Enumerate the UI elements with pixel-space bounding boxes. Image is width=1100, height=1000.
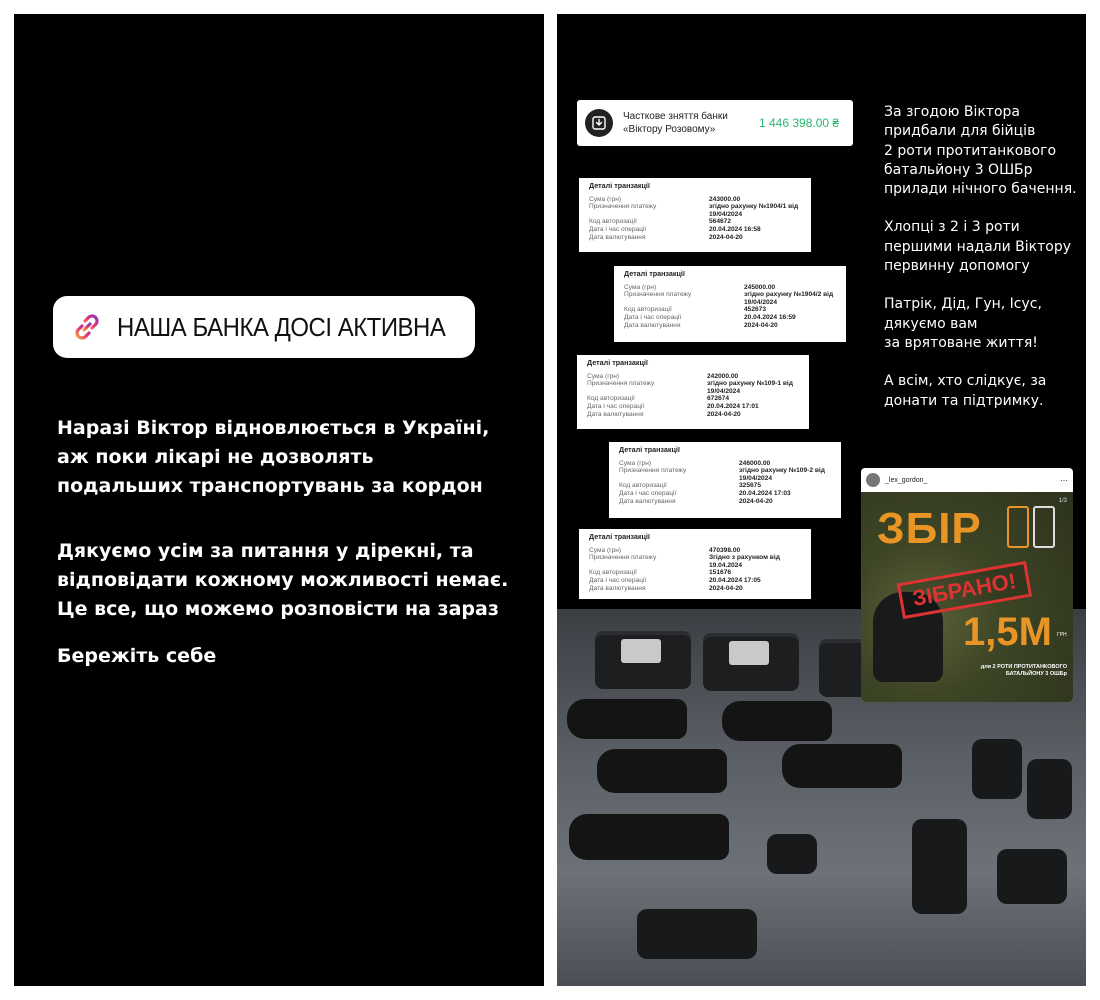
withdrawal-amount: 1 446 398.00 ₴ [759, 116, 840, 130]
transaction-details-card [614, 266, 846, 342]
field-value: 20.04.2024 17:05 [709, 576, 761, 584]
collected-stamp: ЗІБРАНО! [897, 561, 1032, 619]
post-header [861, 468, 1073, 492]
poster-caption: для 2 РОТИ ПРОТИТАНКОВОГО БАТАЛЬЙОНУ 3 ОШБр [980, 664, 1067, 677]
text-line: первинну допомогу [884, 258, 1030, 275]
transaction-row [589, 585, 801, 593]
field-value: 2024-04-20 [707, 410, 741, 418]
caption-paragraph [884, 372, 1084, 411]
transaction-row [589, 218, 801, 226]
text-line: За згодою Віктора [884, 104, 1020, 120]
transaction-row [589, 203, 801, 218]
transaction-row [589, 554, 801, 569]
field-value: згідно рахунку №1904/2 від 19/04/2024 [744, 291, 834, 306]
text-line: придбали для бійців [884, 123, 1036, 140]
text-line: за врятоване життя! [884, 334, 1038, 351]
field-label: Призначення платежу [589, 203, 657, 211]
field-value: 20.04.2024 16:58 [709, 225, 761, 233]
field-value: 242000.00 [707, 372, 739, 380]
donation-link-sticker[interactable] [53, 296, 475, 358]
helmet-mount [767, 834, 817, 874]
helmet-mount [637, 909, 757, 959]
field-value: згідно рахунку №1904/1 від 19/04/2024 [709, 203, 799, 218]
bank-withdrawal-card [577, 100, 853, 146]
recovery-paragraph [57, 414, 489, 501]
transaction-row [587, 411, 799, 419]
night-vision-scope [569, 814, 729, 860]
field-label: Дата валютування [624, 321, 681, 329]
field-value: 20.04.2024 17:01 [707, 402, 759, 410]
field-label: Сума (грн) [589, 195, 622, 203]
poster-currency: ГРН [1057, 632, 1067, 638]
field-label: Призначення платежу [624, 291, 692, 299]
fundraiser-poster [861, 492, 1073, 702]
text-line: Дякуємо усім за питання у дірекні, та [57, 540, 474, 562]
transaction-title: Деталі транзакції [589, 181, 650, 190]
transaction-details-card [579, 529, 811, 599]
transaction-title: Деталі транзакції [587, 358, 648, 367]
story-caption [884, 103, 1084, 430]
transaction-row [624, 306, 836, 314]
field-label: Сума (грн) [587, 372, 620, 380]
field-value: 245000.00 [744, 283, 776, 291]
field-value: 243000.00 [709, 195, 741, 203]
helmet-mount [912, 819, 967, 914]
text-line: аж поки лікарі не дозволять [57, 446, 374, 468]
more-dots-icon[interactable]: ⋯ [1060, 475, 1068, 485]
field-label: Код авторизації [619, 482, 667, 490]
helmet-mount [997, 849, 1067, 904]
caption-paragraph [884, 218, 1084, 276]
bank-title [623, 110, 753, 136]
field-value: 2024-04-20 [709, 584, 743, 592]
night-vision-scope [782, 744, 902, 788]
field-label: Призначення платежу [589, 554, 657, 562]
link-icon [67, 307, 107, 347]
transaction-row [589, 226, 801, 234]
transaction-title: Деталі транзакції [619, 445, 680, 454]
field-label: Код авторизації [587, 395, 635, 403]
transaction-row [619, 490, 831, 498]
poster-amount: 1,5М [963, 610, 1052, 654]
text-line: А всім, хто слідкує, за [884, 373, 1047, 390]
text-line: Це все, що можемо розповісти на зараз [57, 598, 499, 620]
field-value: 325675 [739, 482, 762, 490]
caption-paragraph [884, 295, 1084, 353]
field-label: Сума (грн) [589, 546, 622, 554]
field-value: Згідно з рахунком від 19.04.2024 [709, 554, 780, 569]
chevron-patch-icon [1033, 506, 1055, 548]
transaction-row [619, 498, 831, 506]
transaction-details-card [609, 442, 841, 518]
transaction-row [624, 291, 836, 306]
text-line: батальйону 3 ОШБр [884, 161, 1033, 178]
transaction-title: Деталі транзакції [589, 532, 650, 541]
transaction-details-card [579, 178, 811, 252]
field-label: Дата валютування [589, 584, 646, 592]
transaction-row [619, 467, 831, 482]
field-label: Код авторизації [589, 569, 637, 577]
transaction-row [587, 380, 799, 395]
field-value: 246000.00 [739, 459, 771, 467]
field-label: Код авторизації [624, 306, 672, 314]
field-value: згідно рахунку №109-1 від 19/04/2024 [707, 380, 793, 395]
caption-paragraph [884, 103, 1084, 199]
night-vision-scope [722, 701, 832, 741]
transaction-row [589, 577, 801, 585]
text-line: 2 роти протитанкового [884, 142, 1057, 159]
text-line: донати та підтримку. [884, 392, 1044, 409]
transaction-row [589, 569, 801, 577]
field-label: Дата і час операції [589, 225, 647, 233]
field-value: 20.04.2024 17:03 [739, 489, 791, 497]
helmet-mount [972, 739, 1022, 799]
device-case [595, 631, 691, 689]
story-right [557, 14, 1086, 986]
transaction-row [589, 234, 801, 242]
field-value: 452673 [744, 306, 767, 314]
transaction-row [624, 322, 836, 330]
transaction-title: Деталі транзакції [624, 269, 685, 278]
field-value: 672674 [707, 395, 730, 403]
field-label: Код авторизації [589, 218, 637, 226]
text-line: дякуємо вам [884, 315, 978, 332]
field-value: 2024-04-20 [709, 233, 743, 241]
text-line: Патрік, Дід, Гун, Ісус, [884, 296, 1042, 313]
field-label: Дата і час операції [589, 576, 647, 584]
transaction-details-card [577, 355, 809, 429]
field-label: Дата і час операції [619, 489, 677, 497]
transaction-row [587, 403, 799, 411]
avatar [866, 473, 880, 487]
post-username[interactable]: _lex_gordon_ [885, 476, 928, 484]
field-value: 470398.00 [709, 546, 741, 554]
field-value: 2024-04-20 [739, 497, 773, 505]
poster-headline: ЗБІР [877, 504, 982, 553]
transaction-row [587, 395, 799, 403]
text-line: відповідати кожному можливості немає. [57, 569, 509, 591]
text-line: Хлопці з 2 і 3 роти [884, 219, 1020, 236]
text-line: Бережіть себе [57, 645, 217, 667]
field-label: Дата і час операції [587, 402, 645, 410]
field-label: Сума (грн) [619, 459, 652, 467]
story-left [14, 14, 544, 986]
device-case [703, 633, 799, 691]
field-value: 2024-04-20 [744, 321, 778, 329]
instagram-post[interactable] [861, 468, 1073, 702]
transaction-row [619, 482, 831, 490]
field-label: Дата валютування [589, 233, 646, 241]
text-line: прилади нічного бачення. [884, 181, 1077, 198]
field-label: Дата валютування [587, 410, 644, 418]
slide-counter: 1/3 [1058, 498, 1067, 504]
text-line: Часткове зняття банки [623, 111, 728, 122]
helmet-mount [1027, 759, 1072, 819]
field-label: Призначення платежу [619, 467, 687, 475]
field-value: 564672 [709, 218, 732, 226]
thanks-paragraph [57, 537, 508, 624]
field-label: Призначення платежу [587, 380, 655, 388]
night-vision-scope [597, 749, 727, 793]
field-value: 20.04.2024 16:59 [744, 313, 796, 321]
field-value: згідно рахунку №109-2 від 19/04/2024 [739, 467, 825, 482]
field-label: Сума (грн) [624, 283, 657, 291]
field-value: 151676 [709, 569, 732, 577]
link-sticker-label: НАША БАНКА ДОСІ АКТИВНА [117, 311, 446, 342]
text-line: подальших транспортувань за кордон [57, 475, 483, 497]
field-label: Дата і час операції [624, 313, 682, 321]
field-label: Дата валютування [619, 497, 676, 505]
closing-paragraph [57, 642, 216, 671]
text-line: Наразі Віктор відновлюється в Україні, [57, 417, 490, 439]
text-line: першими надали Віктору [884, 238, 1072, 255]
transaction-row [624, 314, 836, 322]
chevron-patch-icon [1007, 506, 1029, 548]
night-vision-scope [567, 699, 687, 739]
download-icon [585, 109, 613, 137]
text-line: «Віктору Розовому» [623, 124, 716, 135]
